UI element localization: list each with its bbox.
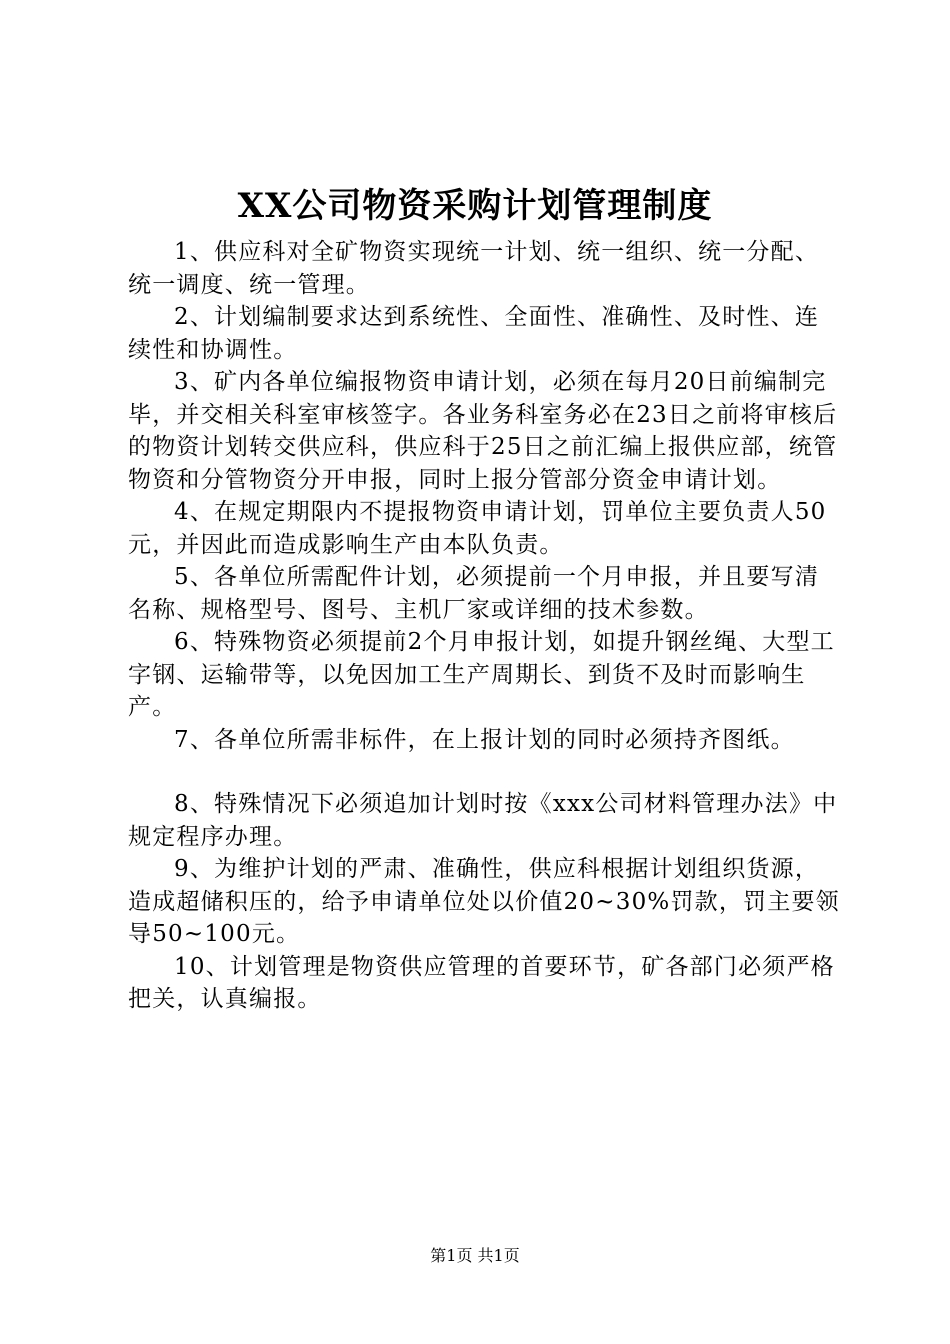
document-body [128,236,840,1016]
paragraph-3: 3、矿内各单位编报物资申请计划，必须在每月20日前编制完毕，并交相关科室审核签字。各业务科室务必在23日之前将审核后的物资计划转交供应科，供应科于25日之前汇编上报供应部，统管物资和分管物资分开申报，同时上报分管部分资金申请计划。 [128,369,838,493]
paragraph-8: 8、特殊情况下必须追加计划时按《xxx公司材料管理办法》中规定程序办理。 [128,791,838,850]
paragraph-4: 4、在规定期限内不提报物资申请计划，罚单位主要负责人50元，并因此而造成影响生产由本队负责。 [128,499,827,558]
page-footer: 第1页 共1页 [430,1246,520,1265]
paragraph-2: 2、计划编制要求达到系统性、全面性、准确性、及时性、连续性和协调性。 [128,304,820,363]
paragraph-7: 7、各单位所需非标件，在上报计划的同时必须持齐图纸。 [174,726,795,753]
paragraph-6: 6、特殊物资必须提前2个月申报计划，如提升钢丝绳、大型工字钢、运输带等，以免因加工生产周期长、到货不及时而影响生产。 [128,629,835,720]
document-title: XX公司物资采购计划管理制度 [237,186,713,226]
paragraph-10: 10、计划管理是物资供应管理的首要环节，矿各部门必须严格把关，认真编报。 [128,953,835,1012]
paragraph-9: 9、为维护计划的严肃、准确性，供应科根据计划组织货源，造成超储积压的，给予申请单位处以价值20~30%罚款，罚主要领导50~100元。 [128,856,840,947]
paragraph-1: 1、供应科对全矿物资实现统一计划、统一组织、统一分配、统一调度、统一管理。 [128,239,820,298]
paragraph-5: 5、各单位所需配件计划，必须提前一个月申报，并且要写清名称、规格型号、图号、主机厂家或详细的技术参数。 [128,564,820,623]
